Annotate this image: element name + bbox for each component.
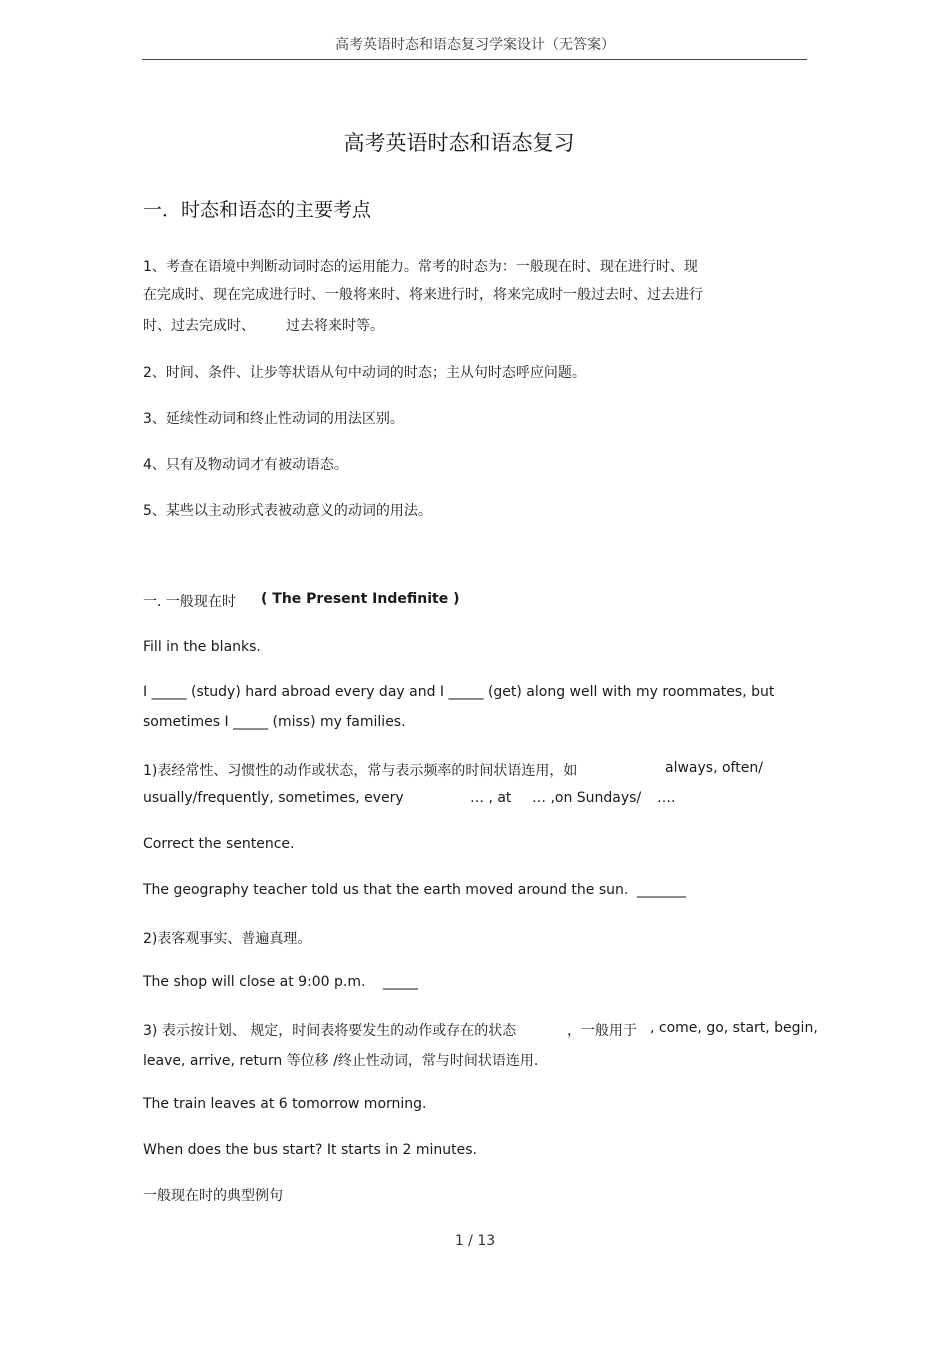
- point-4: 4、只有及物动词才有被动语态。: [143, 457, 348, 473]
- point-3: 3、延续性动词和终止性动词的用法区别。: [143, 411, 404, 427]
- running-header: 高考英语时态和语态复习学案设计（无答案）: [335, 37, 615, 53]
- correct-sentence: The geography teacher told us that the earth moved around the sun.: [143, 882, 629, 898]
- document-title: 高考英语时态和语态复习: [343, 131, 575, 155]
- point-2: 2、时间、条件、让步等状语从句中动词的时态；主从句时态呼应问题。: [143, 365, 586, 381]
- example-sentence-2: When does the bus start? It starts in 2 minutes.: [143, 1142, 477, 1158]
- rule-1-line-2c: … ,on Sundays/: [532, 790, 642, 806]
- rule-1-line-2d: ….: [657, 790, 676, 806]
- point-1-line-1: 1、考查在语境中判断动词时态的运用能力。常考的时态为：一般现在时、现在进行时、现: [143, 259, 698, 275]
- point-1-line-3a: 时、过去完成时、: [143, 318, 255, 334]
- point-1-line-3b: 过去将来时等。: [286, 318, 384, 334]
- shop-sentence: The shop will close at 9:00 p.m.: [143, 974, 366, 990]
- rule-1-line-2b: … , at: [470, 790, 512, 806]
- point-1-line-2: 在完成时、现在完成进行时、一般将来时、将来进行时，将来完成时一般过去时、过去进行: [143, 287, 703, 303]
- correct-instruction: Correct the sentence.: [143, 836, 295, 852]
- fill-instruction: Fill in the blanks.: [143, 639, 261, 655]
- shop-blank: _____: [383, 974, 418, 990]
- page-number: 1 / 13: [454, 1233, 496, 1249]
- example-sentence-1: The train leaves at 6 tomorrow morning.: [143, 1096, 427, 1112]
- rule-3-text-b: ，一般用于: [567, 1023, 637, 1039]
- fill-sentence-line-2: sometimes I _____ (miss) my families.: [143, 714, 406, 730]
- point-5: 5、某些以主动形式表被动意义的动词的用法。: [143, 503, 432, 519]
- rule-1-text: 1)表经常性、习惯性的动作或状态，常与表示频率的时间状语连用，如: [143, 763, 578, 779]
- rule-1-line-2a: usually/frequently, sometimes, every: [143, 790, 404, 806]
- rule-3-line-2: leave, arrive, return 等位移 /终止性动词，常与时间状语连用.: [143, 1053, 539, 1069]
- correct-blank: _______: [637, 882, 686, 898]
- present-indefinite-heading-cn: 一. 一般现在时: [143, 594, 236, 610]
- rule-3-text-a: 3) 表示按计划、 规定，时间表将要发生的动作或存在的状态: [143, 1023, 517, 1039]
- section-heading: 一．时态和语态的主要考点: [143, 199, 372, 221]
- typical-examples-heading: 一般现在时的典型例句: [143, 1188, 283, 1204]
- rule-3-text-c: , come, go, start, begin,: [650, 1020, 818, 1036]
- rule-1-adverbs: always, often/: [665, 760, 763, 776]
- present-indefinite-heading-en: ( The Present Indefinite ): [261, 591, 460, 607]
- header-rule: [142, 59, 807, 60]
- fill-sentence-line-1: I _____ (study) hard abroad every day and I _____ (get) along well with my roommates, but: [143, 684, 775, 700]
- rule-2-text: 2)表客观事实、普遍真理。: [143, 931, 312, 947]
